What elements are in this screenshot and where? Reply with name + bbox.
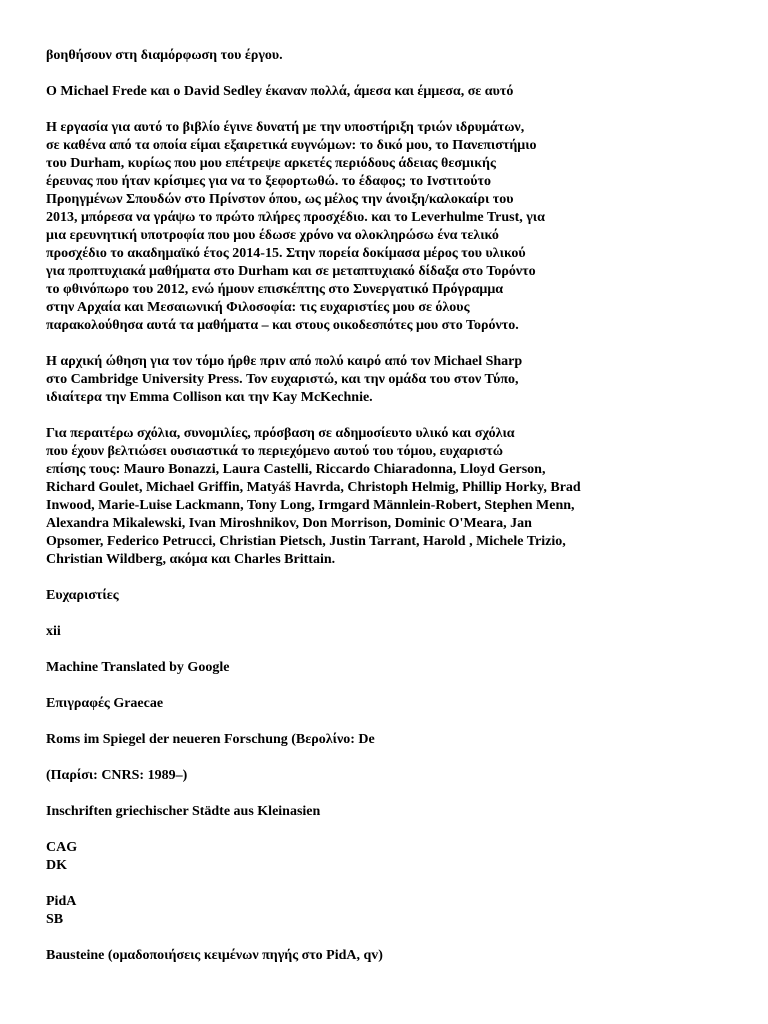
paragraph-cambridge-press xyxy=(46,353,746,407)
text-line: DK xyxy=(46,858,67,873)
paragraph-further-thanks xyxy=(46,425,746,569)
paragraph-institutions xyxy=(46,119,746,335)
text-line: Η αρχική ώθηση για τον τόμο ήρθε πριν από πολύ καιρό από τον Michael Sharp xyxy=(46,354,523,369)
text-line: Η εργασία για αυτό το βιβλίο έγινε δυνατή με την υποστήριξη τριών ιδρυμάτων, xyxy=(46,120,525,135)
text-line: ιδιαίτερα την Emma Collison και την Kay McKechnie. xyxy=(46,390,373,405)
translation-notice xyxy=(46,659,746,677)
paragraph-closing-line xyxy=(46,47,746,65)
text-line: το φθινόπωρο του 2012, ενώ ήμουν επισκέπτης στο Συνεργατικό Πρόγραμμα xyxy=(46,282,504,297)
text-line: (Παρίσι: CNRS: 1989–) xyxy=(46,768,188,783)
text-line: xii xyxy=(46,624,61,639)
abbreviation-entry xyxy=(46,731,746,749)
text-line: παρακολούθησα αυτά τα μαθήματα – και στους οικοδεσπότες μου στο Τορόντο. xyxy=(46,318,519,333)
text-line: Ο Michael Frede και ο David Sedley έκαναν πολλά, άμεσα και έμμεσα, σε αυτό xyxy=(46,84,514,99)
text-line: 2013, μπόρεσα να γράψω το πρώτο πλήρες προσχέδιο. και το Leverhulme Trust, για xyxy=(46,210,545,225)
document-page xyxy=(46,47,746,983)
text-line: Inwood, Marie-Luise Lackmann, Tony Long, Irmgard Männlein-Robert, Stephen Menn, xyxy=(46,498,575,513)
abbreviation-entry xyxy=(46,695,746,713)
text-line: Για περαιτέρω σχόλια, συνομιλίες, πρόσβαση σε αδημοσίευτο υλικό και σχόλια xyxy=(46,426,515,441)
text-line: επίσης τους: Mauro Bonazzi, Laura Castelli, Riccardo Chiaradonna, Lloyd Gerson, xyxy=(46,462,546,477)
text-line: Christian Wildberg, ακόμα και Charles Brittain. xyxy=(46,552,336,567)
text-line: Roms im Spiegel der neueren Forschung (Βερολίνο: De xyxy=(46,732,375,747)
text-line: βοηθήσουν στη διαμόρφωση του έργου. xyxy=(46,48,283,63)
text-line: Richard Goulet, Michael Griffin, Matyáš Havrda, Christoph Helmig, Phillip Horky, Brad xyxy=(46,480,581,495)
text-line: σε καθένα από τα οποία είμαι εξαιρετικά ευγνώμων: το δικό μου, το Πανεπιστήμιο xyxy=(46,138,537,153)
section-heading-acknowledgements xyxy=(46,587,746,605)
text-line: του Durham, κυρίως που μου επέτρεψε αρκετές περιόδους άδειας θεσμικής xyxy=(46,156,496,171)
paragraph-frede-sedley xyxy=(46,83,746,101)
text-line: SB xyxy=(46,912,64,927)
text-line: Inschriften griechischer Städte aus Kleinasien xyxy=(46,804,321,819)
page-number xyxy=(46,623,746,641)
abbreviation-entry xyxy=(46,947,746,965)
text-line: στην Αρχαία και Μεσαιωνική Φιλοσοφία: τις ευχαριστίες μου σε όλους xyxy=(46,300,470,315)
abbreviation-entry xyxy=(46,803,746,821)
text-line: μια ερευνητική υποτροφία που μου έδωσε χρόνο να ολοκληρώσω ένα τελικό xyxy=(46,228,499,243)
text-line: Ευχαριστίες xyxy=(46,588,119,603)
text-line: Bausteine (ομαδοποιήσεις κειμένων πηγής στο PidA, qv) xyxy=(46,948,383,963)
text-line: στο Cambridge University Press. Τον ευχαριστώ, και την ομάδα του στον Τύπο, xyxy=(46,372,519,387)
abbreviation-list xyxy=(46,839,746,875)
text-line: Προηγμένων Σπουδών στο Πρίνστον όπου, ως μέλος την άνοιξη/καλοκαίρι του xyxy=(46,192,514,207)
text-line: για προπτυχιακά μαθήματα στο Durham και σε μεταπτυχιακό δίδαξα στο Τορόντο xyxy=(46,264,536,279)
text-line: CAG xyxy=(46,840,78,855)
text-line: Alexandra Mikalewski, Ivan Miroshnikov, Don Morrison, Dominic O'Meara, Jan xyxy=(46,516,532,531)
text-line: Machine Translated by Google xyxy=(46,660,230,675)
text-line: Επιγραφές Graecae xyxy=(46,696,164,711)
text-line: PidA xyxy=(46,894,77,909)
text-line: προσχέδιο το ακαδημαϊκό έτος 2014-15. Στην πορεία δοκίμασα μέρος του υλικού xyxy=(46,246,526,261)
abbreviation-list xyxy=(46,893,746,929)
text-line: Opsomer, Federico Petrucci, Christian Pietsch, Justin Tarrant, Harold , Michele Trizio, xyxy=(46,534,566,549)
text-line: έρευνας που ήταν κρίσιμες για να το ξεφορτωθώ. το έδαφος; το Ινστιτούτο xyxy=(46,174,491,189)
text-line: που έχουν βελτιώσει ουσιαστικά το περιεχόμενο αυτού του τόμου, ευχαριστώ xyxy=(46,444,503,459)
abbreviation-entry xyxy=(46,767,746,785)
